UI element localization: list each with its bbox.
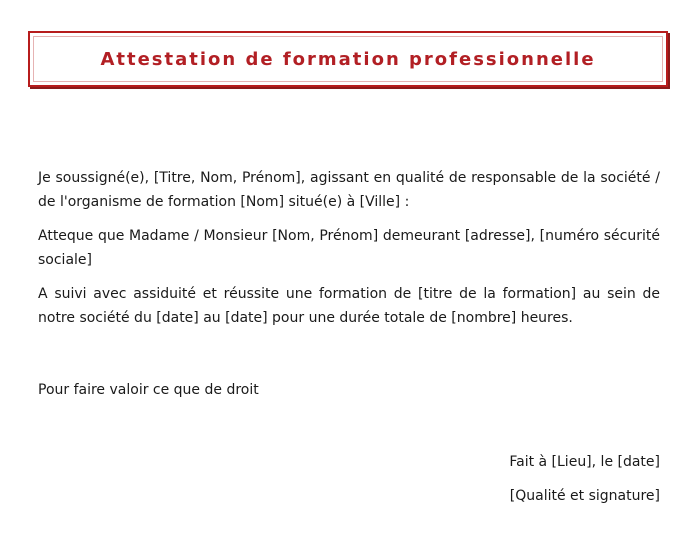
document-title: Attestation de formation professionnelle bbox=[100, 48, 596, 70]
paragraph-training: A suivi avec assiduité et réussite une formation de [titre de la formation] au sein de notre société du [date] au [date] pour une durée totale de [nombre] heures. bbox=[38, 286, 660, 326]
signature-place-date: Fait à [Lieu], le [date] bbox=[509, 454, 660, 470]
signature-quality: [Qualité et signature] bbox=[509, 488, 660, 504]
paragraph-declarant: Je soussigné(e), [Titre, Nom, Prénom], agissant en qualité de responsable de la société / de l'organisme de formation [Nom] situé(e) à [Ville] : bbox=[38, 170, 660, 210]
document-body bbox=[38, 166, 660, 330]
paragraph-trainee: Atteque que Madame / Monsieur [Nom, Prénom] demeurant [adresse], [numéro sécurité sociale] bbox=[38, 228, 660, 268]
title-banner bbox=[28, 31, 668, 87]
closing-formula: Pour faire valoir ce que de droit bbox=[38, 382, 259, 398]
